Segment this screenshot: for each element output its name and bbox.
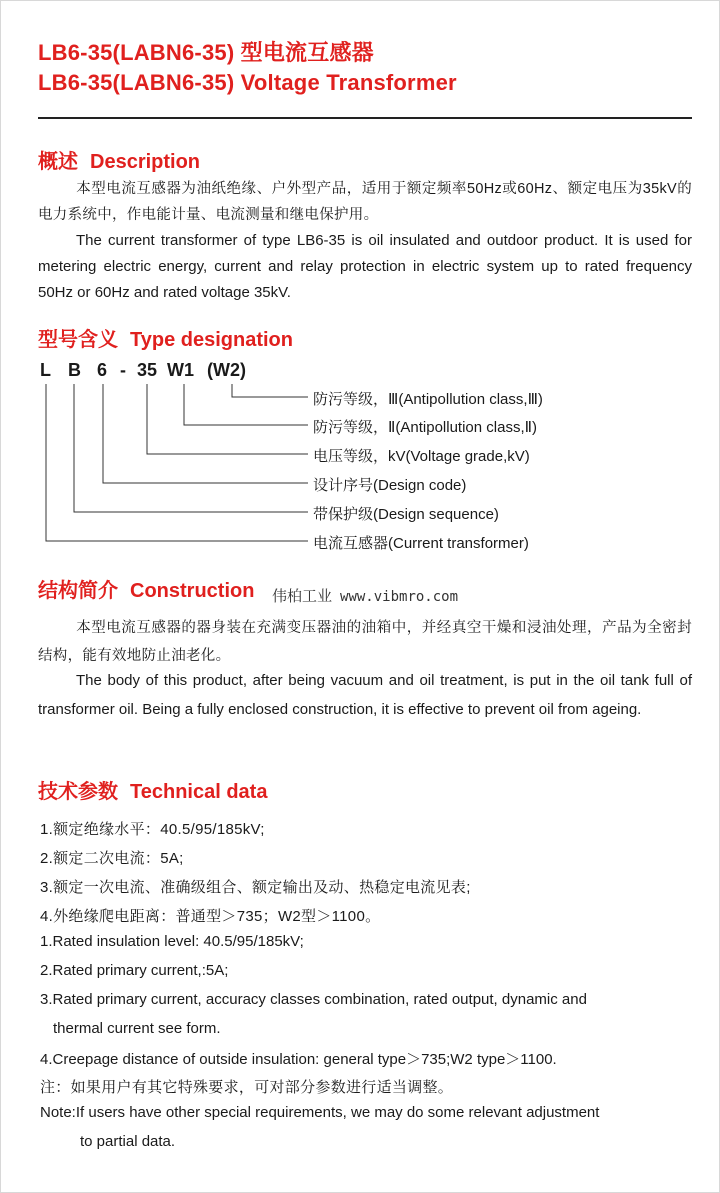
- leader-35: [147, 384, 308, 454]
- code-part-w2: (W2): [207, 360, 246, 380]
- code-part-35: 35: [137, 360, 158, 380]
- code-part-w1: W1: [167, 360, 194, 380]
- heading-en: Type designation: [130, 329, 293, 351]
- designation-item-current-transformer: 电流互感器(Current transformer): [313, 535, 529, 552]
- tech-item-cn-4: 4.外绝缘爬电距离：普通型＞735；W2型＞1100。: [40, 908, 381, 925]
- heading-cn: 技术参数: [38, 781, 118, 803]
- title-chinese: LB6-35(LABN6-35) 型电流互感器: [38, 40, 374, 65]
- note-en-cont: to partial data.: [80, 1133, 176, 1150]
- tech-item-cn-2: 2.额定二次电流：5A;: [40, 850, 184, 867]
- leader-w2: [232, 384, 308, 397]
- construction-paragraph-cn: 本型电流互感器的器身装在充满变压器油的油箱中，并经真空干燥和浸油处理，产品为全密封结构，能有效地防止油老化。: [38, 620, 692, 664]
- leader-6: [103, 384, 308, 483]
- section-heading-construction: [38, 574, 254, 603]
- tech-item-en-1: 1.Rated insulation level: 40.5/95/185kV;: [40, 933, 304, 950]
- code-part-l: L: [40, 360, 51, 380]
- heading-cn: 概述: [38, 151, 78, 173]
- description-paragraph-en: The current transformer of type LB6-35 is oil insulated and outdoor product. It is used for metering electric energy, current and relay protection in electric system up to rated frequency 50Hz or 60Hz and rated voltage 35kV.: [38, 232, 692, 301]
- leader-l: [46, 384, 308, 541]
- leader-b: [74, 384, 308, 512]
- designation-item-protection: 带保护级(Design sequence): [313, 506, 499, 523]
- designation-item-w1: 防污等级，Ⅱ(Antipollution class,Ⅱ): [313, 419, 537, 436]
- tech-item-en-3-cont: thermal current see form.: [53, 1020, 221, 1037]
- code-part-6: 6: [97, 360, 108, 380]
- tech-item-en-4: 4.Creepage distance of outside insulation: general type＞735;W2 type＞1100.: [40, 1051, 557, 1068]
- designation-item-design-code: 设计序号(Design code): [313, 477, 467, 494]
- watermark-url: www.vibmro.com: [340, 589, 459, 605]
- tech-item-en-3: 3.Rated primary current, accuracy classes combination, rated output, dynamic and: [40, 991, 587, 1008]
- construction-paragraph-en: The body of this product, after being vacuum and oil treatment, is put in the oil tank full of transformer oil. Being a fully enclosed construction, it is effective to prevent oil from ageing.: [38, 672, 692, 718]
- title-english: LB6-35(LABN6-35) Voltage Transformer: [38, 70, 457, 95]
- tech-item-en-2: 2.Rated primary current,:5A;: [40, 962, 229, 979]
- section-heading-technical-data: [38, 775, 267, 804]
- tech-item-cn-3: 3.额定一次电流、准确级组合、额定输出及动、热稳定电流见表;: [40, 879, 471, 896]
- heading-cn: 结构简介: [38, 580, 118, 602]
- heading-en: Construction: [130, 580, 255, 602]
- note-en: Note:If users have other special requirements, we may do some relevant adjustment: [40, 1104, 600, 1121]
- description-paragraph-cn: 本型电流互感器为油纸绝缘、户外型产品，适用于额定频率50Hz或60Hz、额定电压为35kV的电力系统中，作电能计量、电流测量和继电保护用。: [38, 181, 692, 223]
- watermark: [272, 585, 458, 606]
- heading-cn: 型号含义: [38, 329, 118, 351]
- tech-item-cn-1: 1.额定绝缘水平：40.5/95/185kV;: [40, 821, 265, 838]
- heading-en: Technical data: [130, 781, 268, 803]
- watermark-brand: 伟柏工业: [272, 588, 333, 605]
- heading-en: Description: [90, 151, 201, 173]
- note-cn: 注：如果用户有其它特殊要求，可对部分参数进行适当调整。: [40, 1079, 454, 1096]
- code-part-b: B: [68, 360, 81, 380]
- code-part-dash: -: [120, 360, 126, 380]
- designation-item-voltage: 电压等级，kV(Voltage grade,kV): [313, 448, 530, 465]
- leader-w1: [184, 384, 308, 425]
- designation-item-w2: 防污等级，Ⅲ(Antipollution class,Ⅲ): [313, 391, 543, 408]
